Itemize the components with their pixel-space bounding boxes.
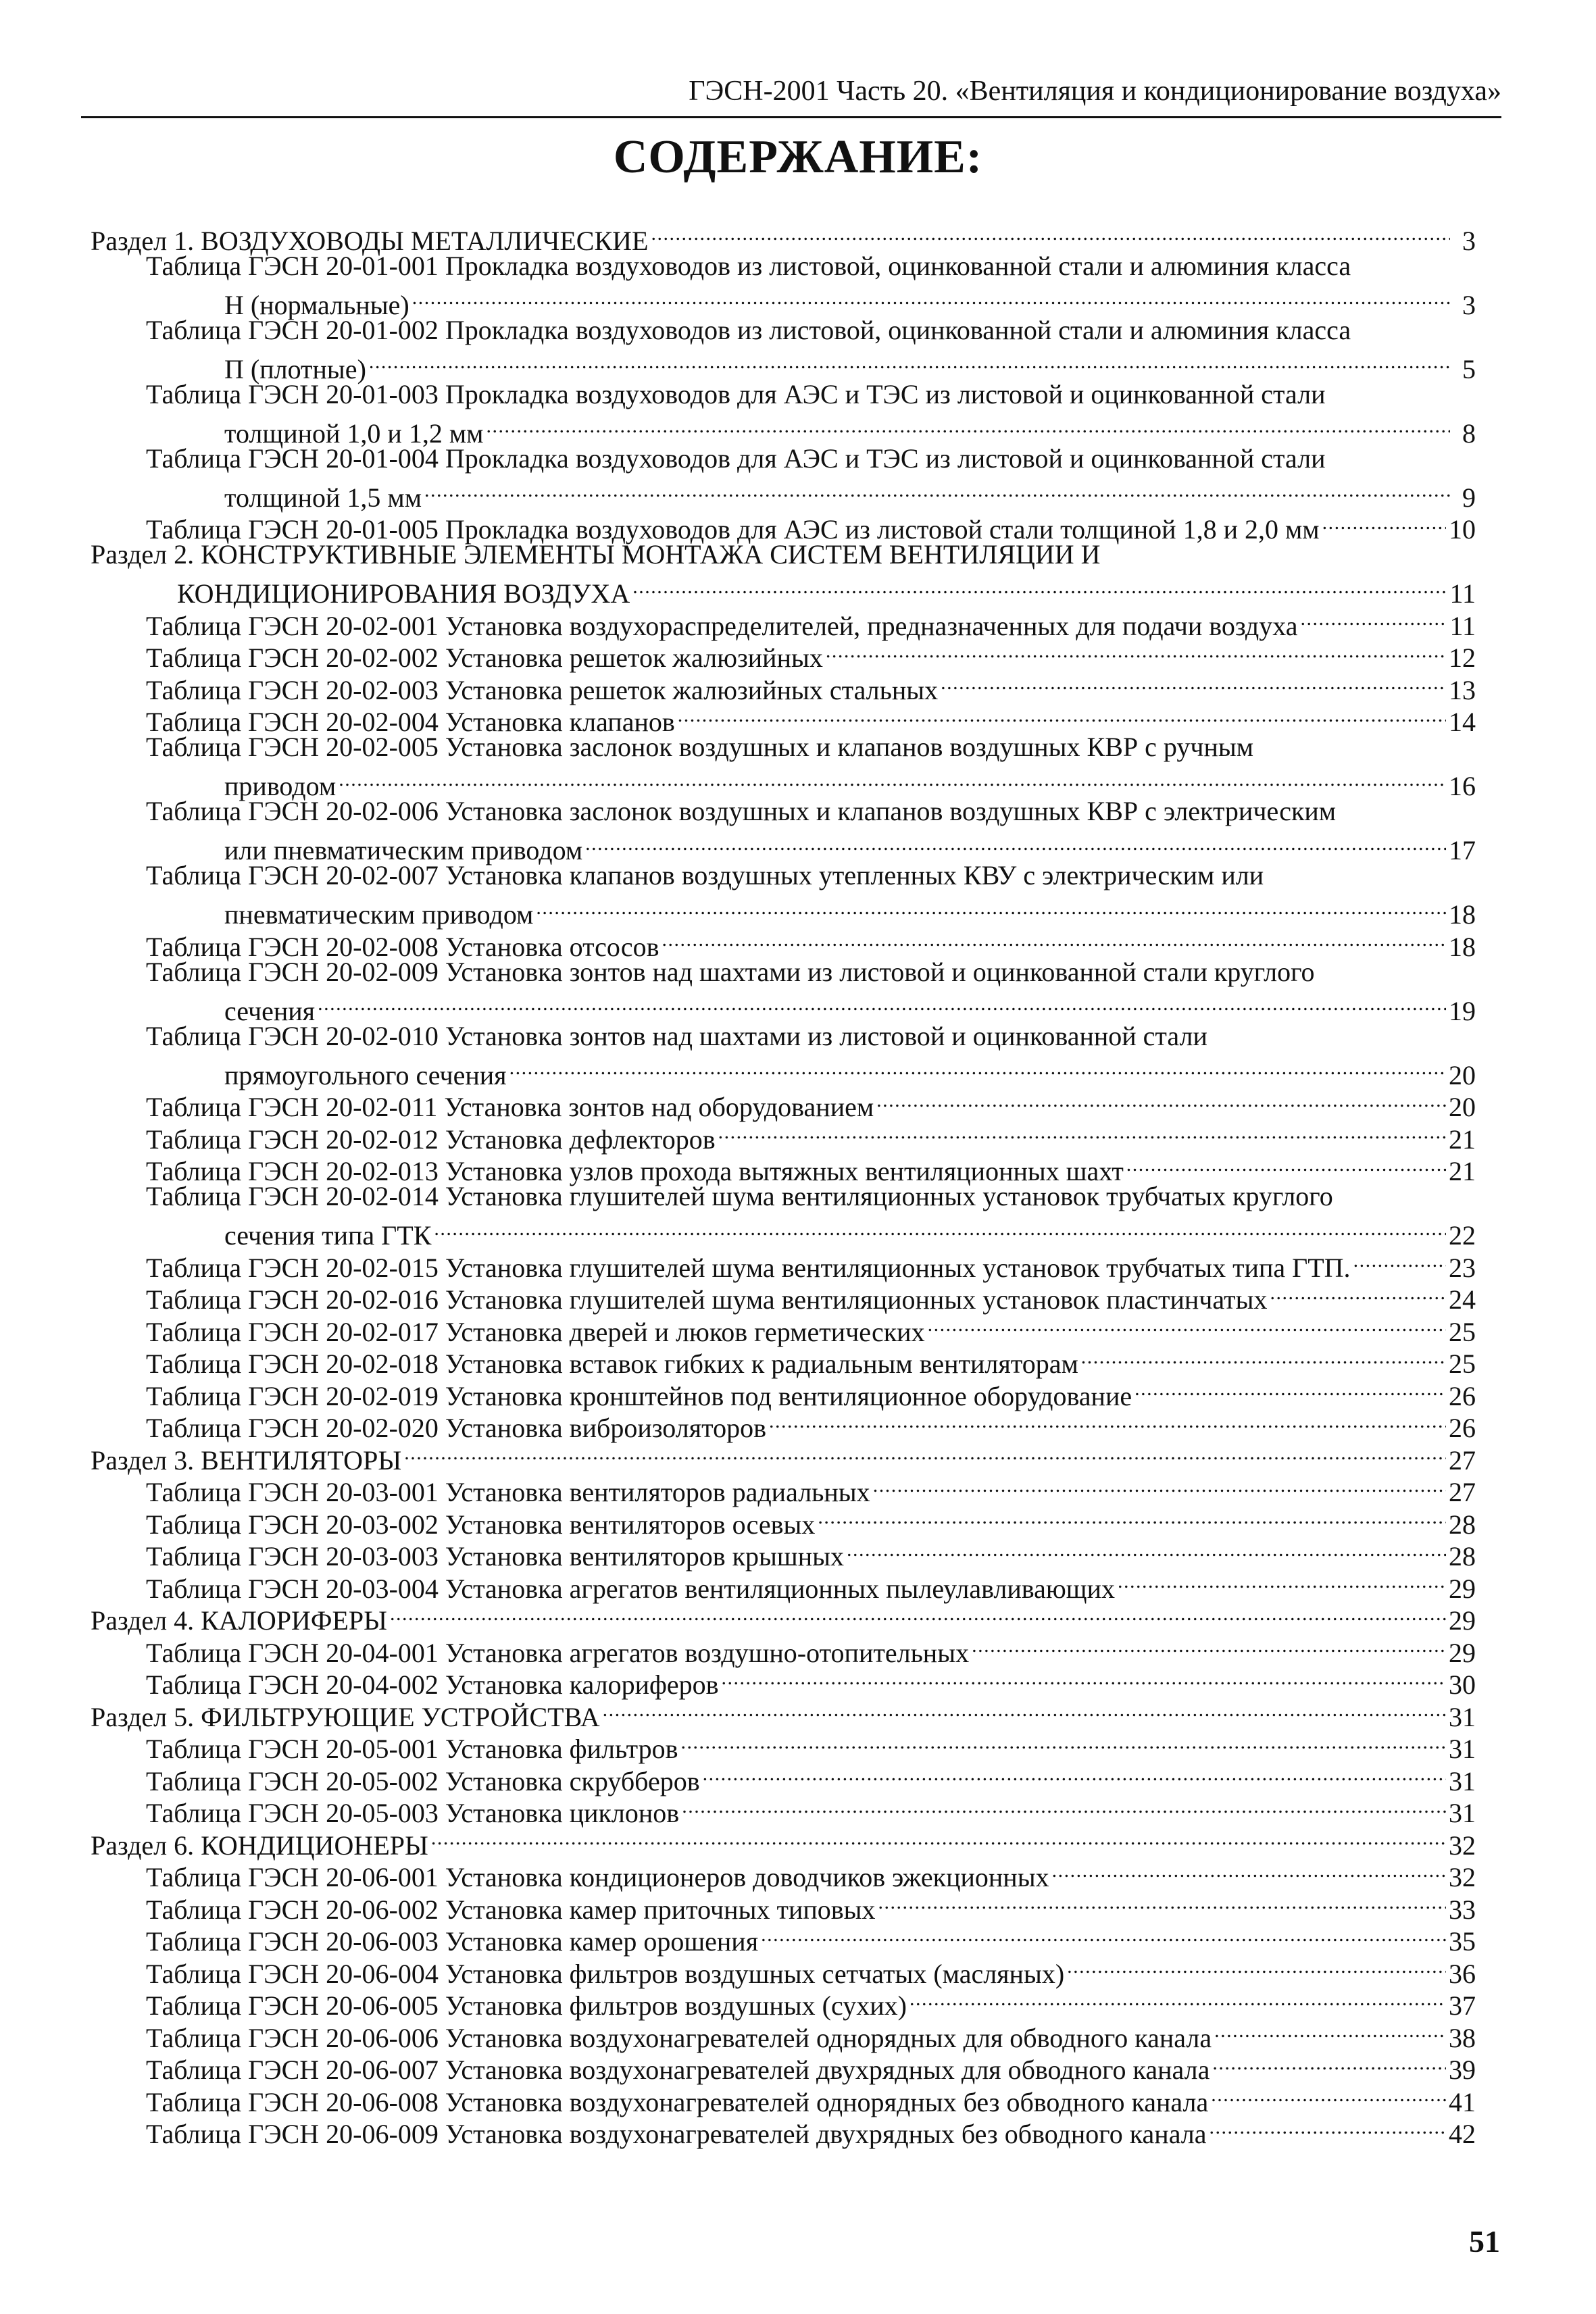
dot-leader [651, 218, 1450, 250]
dot-leader [486, 410, 1450, 443]
toc-entry-text: Раздел 6. КОНДИЦИОНЕРЫ [91, 1830, 428, 1861]
toc-entry-text: Таблица ГЭСН 20-04-002 Установка калориферов [146, 1669, 719, 1700]
toc-entry-text: П (плотные) [224, 353, 366, 384]
toc-page-number: 14 [1449, 707, 1476, 737]
toc-page-number: 29 [1449, 1637, 1476, 1668]
toc-page-number: 18 [1449, 931, 1476, 962]
dot-leader [536, 892, 1446, 924]
dot-leader [769, 1405, 1446, 1438]
toc-entry-text: Таблица ГЭСН 20-02-009 Установка зонтов над шахтами из листовой и оцинкованной стали круглого [146, 956, 1315, 987]
toc-entry-text: Таблица ГЭСН 20-06-007 Установка воздухонагревателей двухрядных для обводного канала [146, 2055, 1210, 2085]
toc-entry-text: Раздел 2. КОНСТРУКТИВНЫЕ ЭЛЕМЕНТЫ МОНТАЖА СИСТЕМ ВЕНТИЛЯЦИИ И [91, 539, 1101, 570]
toc-entry-text: Таблица ГЭСН 20-02-012 Установка дефлекторов [146, 1124, 716, 1155]
dot-leader [318, 988, 1446, 1020]
toc-entry-line[interactable] [91, 314, 1476, 347]
toc-page-number: 11 [1449, 610, 1476, 641]
toc-entry-line[interactable] [91, 892, 1476, 930]
toc-page-number: 25 [1449, 1349, 1476, 1379]
toc-entry-line[interactable] [91, 956, 1476, 988]
toc-page-number: 11 [1449, 578, 1476, 609]
toc-entry-text: Н (нормальные) [224, 289, 409, 320]
toc-entry-line[interactable] [91, 250, 1476, 282]
toc-page-number: 32 [1449, 1830, 1476, 1861]
toc-page-number: 21 [1449, 1124, 1476, 1155]
toc-page-number: 23 [1449, 1252, 1476, 1283]
toc-section-line[interactable] [91, 218, 1476, 256]
toc-page-number: 16 [1449, 771, 1476, 801]
toc-page-number: 36 [1449, 1958, 1476, 1989]
toc-entry-text: Таблица ГЭСН 20-06-003 Установка камер орошения [146, 1926, 759, 1957]
dot-leader [632, 571, 1447, 603]
toc-entry-text: Таблица ГЭСН 20-06-005 Установка фильтров воздушных (сухих) [146, 1990, 907, 2021]
toc-entry-line[interactable] [91, 828, 1476, 865]
dot-leader [818, 1501, 1446, 1534]
toc-entry-text: Таблица ГЭСН 20-03-003 Установка вентиляторов крышных [146, 1541, 844, 1571]
toc-page-number: 37 [1449, 1990, 1476, 2021]
dot-leader [509, 1052, 1446, 1084]
dot-leader [1067, 1951, 1446, 1983]
toc-entry-text: Таблица ГЭСН 20-02-005 Установка заслонок воздушных и клапанов воздушных КВР с ручным [146, 732, 1254, 762]
toc-page-number: 38 [1449, 2022, 1476, 2053]
toc-page-number: 20 [1449, 1059, 1476, 1090]
toc-page-number: 8 [1462, 418, 1476, 449]
toc-page-number: 31 [1449, 1734, 1476, 1764]
dot-leader [339, 763, 1446, 796]
toc-entry-text: Таблица ГЭСН 20-02-011 Установка зонтов над оборудованием [146, 1092, 874, 1122]
toc-entry-text: Таблица ГЭСН 20-02-010 Установка зонтов над шахтами из листовой и оцинкованной стали [146, 1020, 1207, 1051]
toc-page-number: 3 [1462, 225, 1476, 256]
dot-leader [1270, 1277, 1447, 1309]
toc-entry-text: Таблица ГЭСН 20-02-014 Установка глушителей шума вентиляционных установок трубчатых круглого [146, 1181, 1333, 1211]
dot-leader [826, 635, 1446, 668]
toc-entry-text: или пневматическим приводом [224, 835, 583, 865]
toc-entry-text: Таблица ГЭСН 20-02-020 Установка виброизоляторов [146, 1413, 766, 1443]
toc-entry-text: Таблица ГЭСН 20-05-002 Установка скрубберов [146, 1765, 700, 1796]
toc-entry-text: Таблица ГЭСН 20-06-001 Установка кондиционеров доводчиков эжекционных [146, 1862, 1049, 1892]
dot-leader [390, 1598, 1446, 1630]
dot-leader [424, 474, 1450, 507]
dot-leader [1126, 1149, 1446, 1181]
toc-entry-text: Таблица ГЭСН 20-04-001 Установка агрегатов воздушно-отопительных [146, 1637, 970, 1668]
toc-entry-text: сечения [224, 995, 316, 1026]
dot-leader [681, 1726, 1446, 1759]
dot-leader [847, 1534, 1446, 1566]
toc-entry-text: сечения типа ГТК [224, 1220, 432, 1251]
dot-leader [412, 282, 1450, 314]
toc-page-number: 9 [1462, 482, 1476, 513]
toc-entry-text: Таблица ГЭСН 20-01-001 Прокладка воздуховодов из листовой, оцинкованной стали и алюминия класса [146, 250, 1351, 281]
toc-entry-text: Таблица ГЭСН 20-06-006 Установка воздухонагревателей однорядных для обводного канала [146, 2022, 1212, 2053]
toc-entry-text: Таблица ГЭСН 20-01-004 Прокладка воздуховодов для АЭС и ТЭС из листовой и оцинкованной стали [146, 443, 1326, 474]
toc-entry-text: Раздел 5. ФИЛЬТРУЮЩИЕ УСТРОЙСТВА [91, 1701, 600, 1732]
toc-entry-text: Раздел 4. КАЛОРИФЕРЫ [91, 1605, 388, 1636]
toc-entry-text: Таблица ГЭСН 20-02-004 Установка клапанов [146, 707, 675, 737]
toc-entry-text: КОНДИЦИОНИРОВАНИЯ ВОЗДУХА [177, 578, 630, 609]
toc-entry-text: приводом [224, 771, 336, 801]
toc-page-number: 22 [1449, 1220, 1476, 1251]
toc-entry-text: Таблица ГЭСН 20-06-002 Установка камер приточных типовых [146, 1894, 876, 1925]
toc-page-number: 19 [1449, 995, 1476, 1026]
toc-page-number: 32 [1449, 1862, 1476, 1892]
toc-entry-line[interactable] [91, 474, 1476, 513]
dot-leader [718, 1116, 1446, 1149]
header-rule [81, 116, 1501, 118]
dot-leader [682, 1790, 1446, 1823]
toc-page-number: 25 [1449, 1316, 1476, 1347]
dot-leader [941, 667, 1446, 699]
toc-entry-text: пневматическим приводом [224, 899, 534, 930]
toc-entry-text: Таблица ГЭСН 20-02-013 Установка узлов прохода вытяжных вентиляционных шахт [146, 1156, 1124, 1186]
dot-leader [876, 1084, 1446, 1117]
toc-page-number: 42 [1449, 2119, 1476, 2149]
toc-page-number: 3 [1462, 289, 1476, 320]
toc-page-number: 17 [1449, 835, 1476, 865]
dot-leader [1214, 2015, 1446, 2047]
toc-entry-line[interactable] [91, 346, 1476, 384]
dot-leader [703, 1758, 1446, 1790]
toc-page-number: 27 [1449, 1477, 1476, 1507]
toc-page-number: 29 [1449, 1573, 1476, 1604]
toc-entry-text: Таблица ГЭСН 20-03-001 Установка вентиляторов радиальных [146, 1477, 870, 1507]
dot-leader [1081, 1341, 1446, 1374]
toc-page-number: 29 [1449, 1605, 1476, 1636]
toc-entry-line[interactable] [91, 1020, 1476, 1053]
toc-page-number: 31 [1449, 1701, 1476, 1732]
toc-entry-text: Таблица ГЭСН 20-06-008 Установка воздухонагревателей однорядных без обводного канала [146, 2086, 1209, 2117]
toc-entry-line[interactable] [91, 443, 1476, 475]
toc-entry-text: Таблица ГЭСН 20-01-002 Прокладка воздуховодов из листовой, оцинкованной стали и алюминия класса [146, 314, 1351, 345]
toc-page-number: 13 [1449, 674, 1476, 705]
toc-page-number: 5 [1462, 353, 1476, 384]
dot-leader [678, 699, 1446, 732]
toc-entry-text: Таблица ГЭСН 20-02-019 Установка кронштейнов под вентиляционное оборудование [146, 1380, 1132, 1411]
dot-leader [404, 1437, 1446, 1469]
toc-entry-text: толщиной 1,5 мм [224, 482, 422, 513]
dot-leader [1052, 1855, 1446, 1887]
toc-page-number: 20 [1449, 1092, 1476, 1122]
toc-entry-text: Таблица ГЭСН 20-03-004 Установка агрегатов вентиляционных пылеулавливающих [146, 1573, 1116, 1604]
toc-entry-line[interactable] [91, 859, 1476, 892]
running-header: ГЭСН-2001 Часть 20. «Вентиляция и кондиционирование воздуха» [689, 76, 1501, 107]
toc-entry-line[interactable] [91, 988, 1476, 1026]
toc-page-number: 12 [1449, 643, 1476, 673]
toc-entry-text: Таблица ГЭСН 20-06-009 Установка воздухонагревателей двухрядных без обводного канала [146, 2119, 1207, 2149]
toc-entry-text: Таблица ГЭСН 20-02-001 Установка воздухораспределителей, предназначенных для подачи воздуха [146, 610, 1298, 641]
toc-page-number: 39 [1449, 2055, 1476, 2085]
toc-entry-text: Таблица ГЭСН 20-02-003 Установка решеток жалюзийных стальных [146, 674, 939, 705]
toc-page-number: 18 [1449, 899, 1476, 930]
dot-leader [1134, 1373, 1446, 1405]
toc-entry-line[interactable] [91, 410, 1476, 449]
toc-page-number: 27 [1449, 1444, 1476, 1476]
dot-leader [909, 1983, 1446, 2015]
toc-page-number: 33 [1449, 1894, 1476, 1925]
toc-page-number: 31 [1449, 1798, 1476, 1828]
toc-page-number: 24 [1449, 1284, 1476, 1315]
dot-leader [1353, 1244, 1446, 1277]
toc-page-number: 31 [1449, 1765, 1476, 1796]
toc-entry-line[interactable] [91, 1213, 1476, 1251]
toc-page-number: 41 [1449, 2086, 1476, 2117]
dot-leader [585, 828, 1446, 860]
dot-leader [722, 1662, 1446, 1694]
dot-leader [761, 1919, 1446, 1951]
toc-entry-text: Таблица ГЭСН 20-02-006 Установка заслонок воздушных и клапанов воздушных КВР с электрическим [146, 796, 1337, 826]
toc-entry-line[interactable] [91, 1052, 1476, 1090]
toc-entry-text: Таблица ГЭСН 20-06-004 Установка фильтров воздушных сетчатых (масляных) [146, 1958, 1065, 1989]
toc-entry-line[interactable] [91, 795, 1476, 828]
toc-entry-text: Таблица ГЭСН 20-02-015 Установка глушителей шума вентиляционных установок трубчатых типа ГТП. [146, 1252, 1351, 1283]
toc-entry-text: Таблица ГЭСН 20-01-005 Прокладка воздуховодов для АЭС из листовой стали толщиной 1,8 и 2,0 мм [146, 514, 1320, 545]
toc-page-number: 26 [1449, 1380, 1476, 1411]
dot-leader [431, 1822, 1446, 1855]
toc-page-number: 28 [1449, 1541, 1476, 1571]
toc-entry-text: толщиной 1,0 и 1,2 мм [224, 418, 484, 449]
dot-leader [1301, 603, 1447, 635]
toc-entry-line[interactable] [91, 1180, 1476, 1213]
toc-entry-text: Таблица ГЭСН 20-05-003 Установка циклонов [146, 1798, 680, 1828]
toc-entry-text: Таблица ГЭСН 20-02-008 Установка отсосов [146, 931, 659, 962]
toc-entry-text: Таблица ГЭСН 20-03-002 Установка вентиляторов осевых [146, 1509, 816, 1540]
table-of-contents [91, 218, 1476, 2149]
dot-leader [434, 1213, 1446, 1245]
dot-leader [369, 346, 1450, 378]
toc-entry-text: Таблица ГЭСН 20-05-001 Установка фильтров [146, 1734, 678, 1764]
toc-page-number: 26 [1449, 1413, 1476, 1443]
toc-entry-text: Таблица ГЭСН 20-02-017 Установка дверей и люков герметических [146, 1316, 925, 1347]
toc-page-number: 35 [1449, 1926, 1476, 1957]
page-title: СОДЕРЖАНИЕ: [613, 131, 983, 183]
dot-leader [972, 1630, 1446, 1662]
page-number: 51 [1469, 2224, 1500, 2259]
toc-page-number: 10 [1449, 514, 1476, 545]
toc-entry-text: прямоугольного сечения [224, 1059, 507, 1090]
toc-entry-text: Таблица ГЭСН 20-01-003 Прокладка воздуховодов для АЭС и ТЭС из листовой и оцинкованной стали [146, 378, 1326, 409]
dot-leader [1210, 2111, 1446, 2144]
dot-leader [878, 1886, 1446, 1919]
toc-entry-text: Таблица ГЭСН 20-02-016 Установка глушителей шума вентиляционных установок пластинчатых [146, 1284, 1268, 1315]
dot-leader [1118, 1565, 1446, 1598]
dot-leader [603, 1694, 1446, 1726]
dot-leader [1212, 2047, 1446, 2080]
toc-entry-line[interactable] [91, 763, 1476, 801]
toc-entry-line[interactable] [91, 731, 1476, 763]
dot-leader [928, 1309, 1446, 1341]
dot-leader [873, 1469, 1446, 1502]
toc-entry-text: Раздел 3. ВЕНТИЛЯТОРЫ [91, 1444, 402, 1476]
toc-entry-text: Раздел 1. ВОЗДУХОВОДЫ МЕТАЛЛИЧЕСКИЕ [91, 225, 649, 256]
toc-entry-text: Таблица ГЭСН 20-02-018 Установка вставок гибких к радиальным вентиляторам [146, 1349, 1078, 1379]
toc-entry-line[interactable] [91, 282, 1476, 320]
toc-entry-text: Таблица ГЭСН 20-02-002 Установка решеток жалюзийных [146, 643, 823, 673]
toc-entry-text: Таблица ГЭСН 20-02-007 Установка клапанов воздушных утепленных КВУ с электрическим или [146, 860, 1264, 890]
toc-page-number: 21 [1449, 1156, 1476, 1186]
dot-leader [1211, 2079, 1446, 2111]
dot-leader [662, 924, 1446, 956]
dot-leader [1322, 507, 1446, 539]
toc-page-number: 30 [1449, 1669, 1476, 1700]
toc-page-number: 28 [1449, 1509, 1476, 1540]
toc-entry-line[interactable] [91, 378, 1476, 411]
toc-section-line[interactable] [91, 571, 1476, 609]
